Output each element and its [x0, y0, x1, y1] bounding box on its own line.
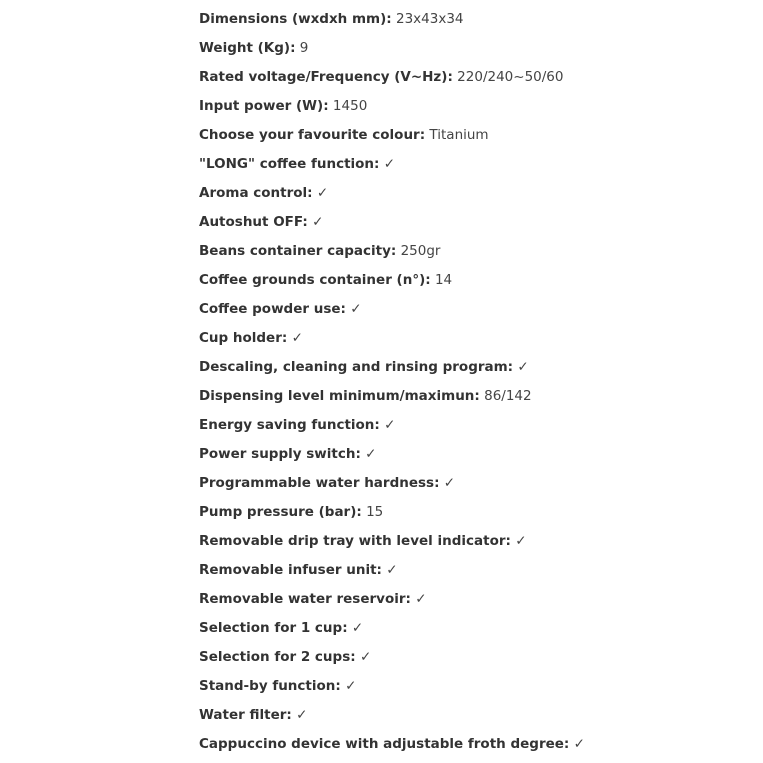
spec-label: Choose your favourite colour: [199, 127, 426, 143]
spec-row-energy-saving [199, 412, 585, 441]
spec-row-one-cup [199, 615, 585, 644]
spec-row-power-switch [199, 441, 585, 470]
spec-row-cup-holder [199, 325, 585, 354]
spec-label: "LONG" coffee function: [199, 156, 380, 172]
spec-label: Rated voltage/Frequency (V~Hz): [199, 69, 453, 85]
spec-row-long-coffee [199, 151, 585, 180]
check-mark-icon: ✓ [296, 707, 308, 723]
spec-label: Removable water reservoir: [199, 591, 411, 607]
check-mark-icon: ✓ [573, 736, 585, 752]
spec-label: Beans container capacity: [199, 243, 397, 259]
spec-value: 1450 [332, 98, 368, 114]
spec-row-water-reservoir [199, 586, 585, 615]
spec-row-water-hardness [199, 470, 585, 499]
spec-row-voltage-frequency [199, 64, 585, 93]
check-mark-icon: ✓ [312, 214, 324, 230]
check-mark-icon: ✓ [515, 533, 527, 549]
spec-label: Selection for 1 cup: [199, 620, 348, 636]
spec-value: 15 [366, 504, 384, 520]
spec-row-pump-pressure [199, 499, 585, 528]
spec-label: Removable infuser unit: [199, 562, 382, 578]
spec-label: Aroma control: [199, 185, 313, 201]
check-mark-icon: ✓ [345, 678, 357, 694]
spec-label: Dimensions (wxdxh mm): [199, 11, 392, 27]
check-mark-icon: ✓ [350, 301, 362, 317]
spec-row-grounds-container [199, 267, 585, 296]
spec-label: Removable drip tray with level indicator: [199, 533, 511, 549]
spec-label: Weight (Kg): [199, 40, 296, 56]
check-mark-icon: ✓ [351, 620, 364, 636]
spec-label: Selection for 2 cups: [199, 649, 356, 665]
spec-row-colour [199, 122, 585, 151]
spec-label: Cup holder: [199, 330, 288, 346]
spec-row-water-filter [199, 702, 585, 731]
check-mark-icon: ✓ [517, 359, 529, 375]
spec-label: Coffee powder use: [199, 301, 346, 317]
check-mark-icon: ✓ [415, 591, 427, 607]
check-mark-icon: ✓ [359, 649, 372, 665]
spec-value: 86/142 [484, 388, 532, 404]
spec-label: Autoshut OFF: [199, 214, 308, 230]
spec-value: Titanium [429, 127, 489, 143]
spec-row-weight [199, 35, 585, 64]
spec-label: Water filter: [199, 707, 292, 723]
spec-row-two-cups [199, 644, 585, 673]
check-mark-icon: ✓ [383, 156, 396, 172]
spec-row-aroma-control [199, 180, 585, 209]
spec-row-drip-tray [199, 528, 585, 557]
spec-row-infuser-unit [199, 557, 585, 586]
spec-value: 9 [299, 40, 309, 56]
spec-label: Pump pressure (bar): [199, 504, 362, 520]
spec-label: Dispensing level minimum/maximun: [199, 388, 480, 404]
spec-row-beans-capacity [199, 238, 585, 267]
spec-label: Power supply switch: [199, 446, 361, 462]
spec-label: Coffee grounds container (n°): [199, 272, 431, 288]
spec-row-autoshut-off [199, 209, 585, 238]
spec-label: Descaling, cleaning and rinsing program: [199, 359, 514, 375]
check-mark-icon: ✓ [291, 330, 303, 346]
spec-value: 250gr [400, 243, 441, 259]
spec-row-standby [199, 673, 585, 702]
check-mark-icon: ✓ [443, 475, 456, 491]
spec-row-input-power [199, 93, 585, 122]
spec-value: 23x43x34 [395, 11, 464, 27]
spec-row-cappuccino-device [199, 731, 585, 760]
spec-row-powder-use [199, 296, 585, 325]
check-mark-icon: ✓ [386, 562, 398, 578]
check-mark-icon: ✓ [384, 417, 396, 433]
spec-list [199, 6, 585, 760]
check-mark-icon: ✓ [365, 446, 377, 462]
spec-value: 14 [434, 272, 453, 288]
spec-row-descaling [199, 354, 585, 383]
check-mark-icon: ✓ [316, 185, 329, 201]
spec-label: Cappuccino device with adjustable froth degree: [199, 736, 570, 752]
spec-label: Input power (W): [199, 98, 329, 114]
spec-row-dimensions [199, 6, 585, 35]
spec-label: Energy saving function: [199, 417, 380, 433]
spec-label: Programmable water hardness: [199, 475, 440, 491]
spec-row-dispensing-level [199, 383, 585, 412]
spec-label: Stand-by function: [199, 678, 341, 694]
spec-value: 220/240~50/60 [457, 69, 564, 85]
